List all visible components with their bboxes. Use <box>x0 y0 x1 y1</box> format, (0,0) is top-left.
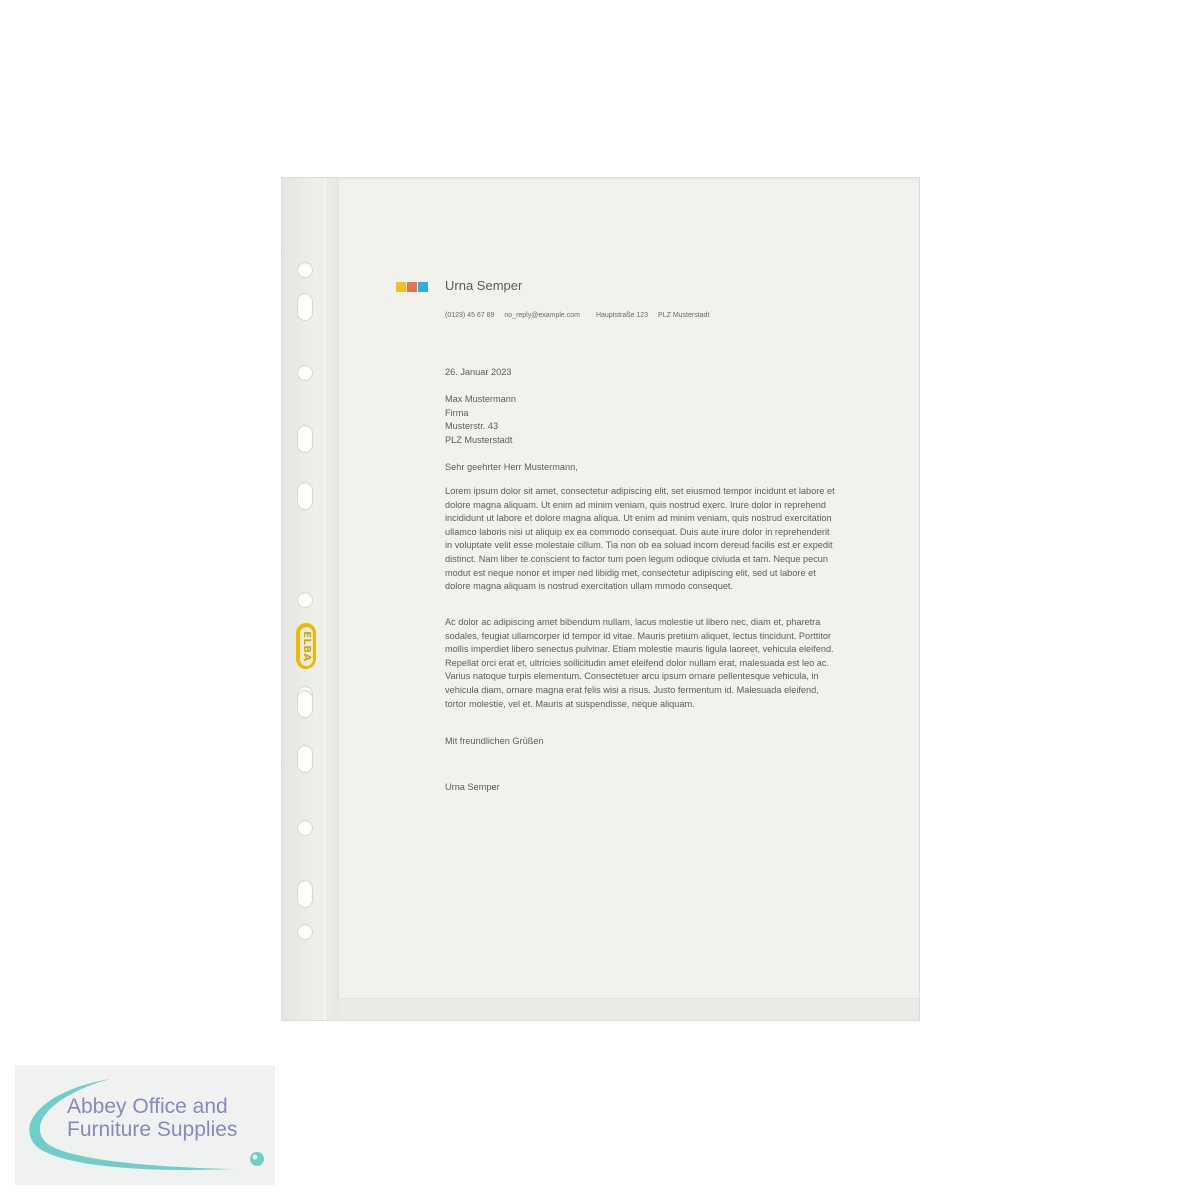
store-name <box>67 1095 237 1141</box>
closing: Mit freundlichen Grüßen <box>445 736 544 746</box>
salutation: Sehr geehrter Herr Mustermann, <box>445 462 578 472</box>
coral-square <box>407 282 417 292</box>
recipient-name: Max Mustermann <box>445 394 516 404</box>
store-watermark-logo <box>15 1065 275 1185</box>
punch-hole <box>297 293 313 321</box>
contact-street: Hauptstraße 123 <box>595 312 649 319</box>
punch-hole <box>297 745 313 773</box>
contact-city: PLZ Musterstadt <box>658 312 710 319</box>
yellow-square <box>396 282 406 292</box>
contact-email: no_reply@example.com <box>504 312 580 319</box>
punch-hole <box>297 262 313 278</box>
store-name-line-1: Abbey Office and <box>67 1095 228 1118</box>
body-paragraph-2: Ac dolor ac adipiscing amet bibendum nullam, lacus molestie ut libero nec, diam et, pharetra sodales, feugiat ullamcorper id tempor id vitae. Mauris pretium aliquet, lectus tincidunt. Porttitor mollis imperdiet libero senectus pulvinar. Etiam molestie mauris ligula laoreet, vehicula eleifend. Repellat orci erat et, ultricies sollicitudin amet eleifend dolor nullam erat, malesuada est leo ac. Varius natoque turpis elementum. Consectetuer arcu ipsum ornare pellentesque vehicula, in vehicula diam, ornare magna erat felis wisi a risus. Justo fermentum id. Malesuada eleifend, tortor molestie, vel et. Mauris at suspendisse, neque aliquam. <box>445 617 834 709</box>
letterhead-color-squares <box>396 282 428 292</box>
signature: Urna Semper <box>445 782 500 792</box>
punch-hole <box>297 365 313 381</box>
punch-hole <box>297 924 313 940</box>
punch-hole <box>297 880 313 908</box>
punch-hole <box>297 690 313 718</box>
contact-line <box>445 312 717 319</box>
brand-logo-inner <box>300 627 313 666</box>
recipient-address <box>445 393 835 447</box>
punch-hole <box>297 820 313 836</box>
brand-logo-badge <box>296 623 316 669</box>
blue-square <box>418 282 428 292</box>
body-paragraph-1: Lorem ipsum dolor sit amet, consectetur adipiscing elit, set eiusmod tempor incidunt et labore et dolore magna aliquam. Ut enim ad minim veniam, quis nostrud exerc. Irure dolor in reprehend incididunt ut labore et dolore magna aliqua. Ut enim ad minim veniam, quis nostrud exercitation ullamco laboris nisi ut aliquip ex ea commodo consequat. Duis aute irure dolor in reprehenderit in voluptate velit esse molestaie cillum. Tia non ob ea soluad incom dereud facilis est er expedit distinct. Nam liber te conscient to factor tum poen legum odioque civiuda et tam. Neque pecun modut est neque nonor et imper ned libidig met, consectetur adipiscing elit, sed ut labore et dolore magna aliquam is nostrud exercitation ullam mmodo consequet. <box>445 486 835 592</box>
store-name-line-2: Furniture Supplies <box>67 1118 238 1141</box>
recipient-company: Firma <box>445 407 469 418</box>
contact-phone: (0123) 45 67 89 <box>445 312 495 319</box>
letter-date: 26. Januar 2023 <box>445 367 512 377</box>
recipient-street: Musterstr. 43 <box>445 421 499 432</box>
strip-seam <box>324 178 326 1020</box>
recipient-city: PLZ Musterstadt <box>445 434 513 445</box>
punch-hole <box>297 592 313 608</box>
brand-logo-text: ELBA <box>300 630 312 662</box>
punch-hole <box>297 425 313 453</box>
punch-hole <box>297 482 313 510</box>
sender-name: Urna Semper <box>445 278 523 293</box>
